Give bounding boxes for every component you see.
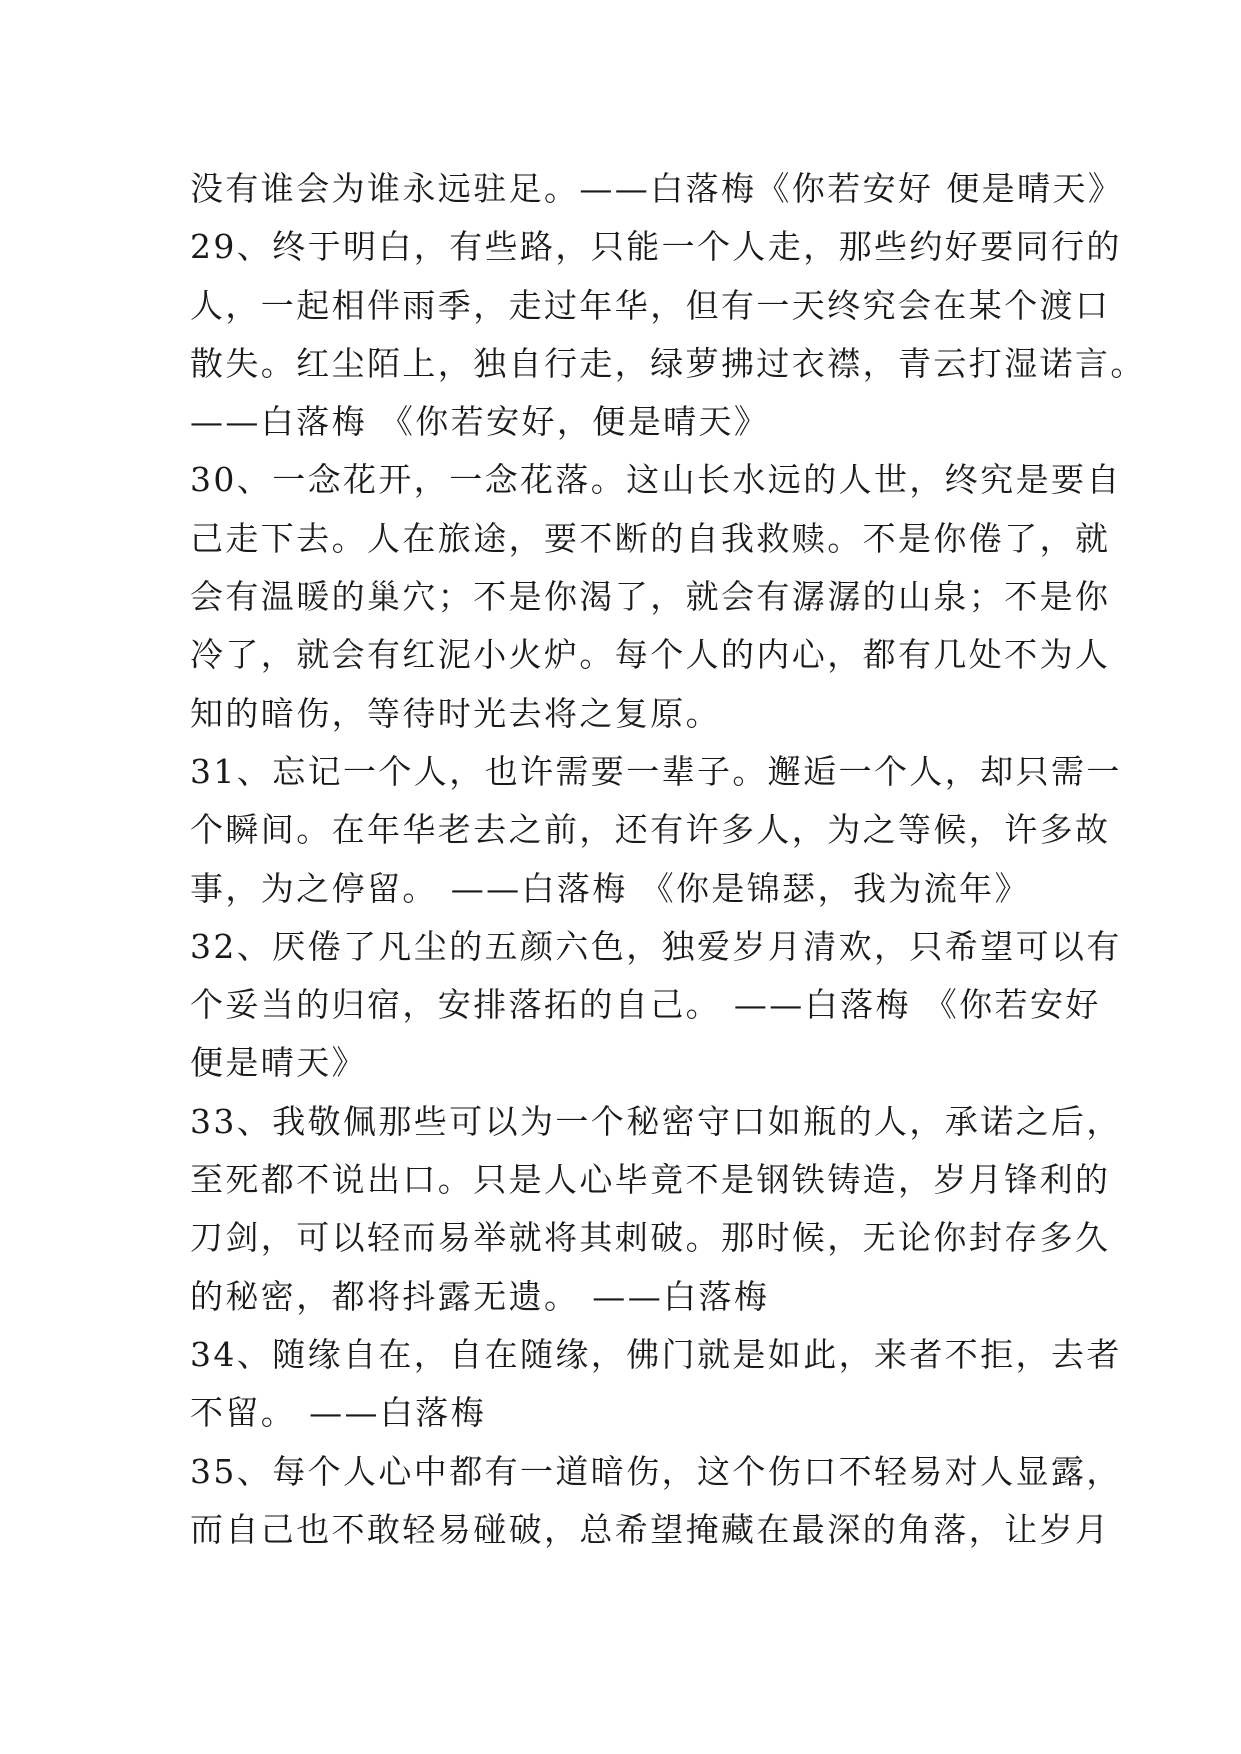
text-line: 35、每个人心中都有一道暗伤，这个伤口不轻易对人显露， <box>190 1451 1122 1491</box>
text-line: 散失。红尘陌上，独自行走，绿萝拂过衣襟，青云打湿诺言。 <box>190 343 1146 383</box>
text-line: 冷了，就会有红泥小火炉。每个人的内心，都有几处不为人 <box>190 635 1111 675</box>
text-line: 会有温暖的巢穴；不是你渴了，就会有潺潺的山泉；不是你 <box>190 577 1111 617</box>
text-line: ——白落梅 《你若安好，便是晴天》 <box>190 402 770 442</box>
text-line: 事，为之停留。 ——白落梅 《你是锦瑟，我为流年》 <box>190 868 1030 908</box>
text-line: 刀剑，可以轻而易举就将其刺破。那时候，无论你封存多久 <box>190 1218 1111 1258</box>
text-line: 30、一念花开，一念花落。这山长水远的人世，终究是要自 <box>190 460 1122 500</box>
text-line: 而自己也不敢轻易碰破，总希望掩藏在最深的角落，让岁月 <box>190 1509 1111 1549</box>
text-line: 不留。 ——白落梅 <box>190 1393 487 1433</box>
text-line: 人，一起相伴雨季，走过年华，但有一天终究会在某个渡口 <box>190 285 1111 325</box>
text-line: 29、终于明白，有些路，只能一个人走，那些约好要同行的 <box>190 227 1122 267</box>
text-line: 个妥当的归宿，安排落拓的自己。 ——白落梅 《你若安好 <box>190 985 1101 1025</box>
text-line: 34、随缘自在，自在随缘，佛门就是如此，来者不拒，去者 <box>190 1334 1122 1374</box>
text-line: 便是晴天》 <box>190 1043 367 1083</box>
text-line: 没有谁会为谁永远驻足。——白落梅《你若安好 便是晴天》 <box>190 169 1124 208</box>
text-line: 知的暗伤，等待时光去将之复原。 <box>190 693 721 733</box>
text-line: 至死都不说出口。只是人心毕竟不是钢铁铸造，岁月锋利的 <box>190 1160 1111 1200</box>
text-line: 31、忘记一个人，也许需要一辈子。邂逅一个人，却只需一 <box>190 751 1122 791</box>
quote-text-block <box>190 160 1146 1559</box>
text-line: 个瞬间。在年华老去之前，还有许多人，为之等候，许多故 <box>190 810 1111 850</box>
text-line: 32、厌倦了凡尘的五颜六色，独爱岁月清欢，只希望可以有 <box>190 926 1122 966</box>
text-line: 33、我敬佩那些可以为一个秘密守口如瓶的人，承诺之后， <box>190 1101 1122 1141</box>
text-line: 的秘密，都将抖露无遗。 ——白落梅 <box>190 1276 770 1316</box>
text-line: 己走下去。人在旅途，要不断的自我救赎。不是你倦了，就 <box>190 518 1111 558</box>
